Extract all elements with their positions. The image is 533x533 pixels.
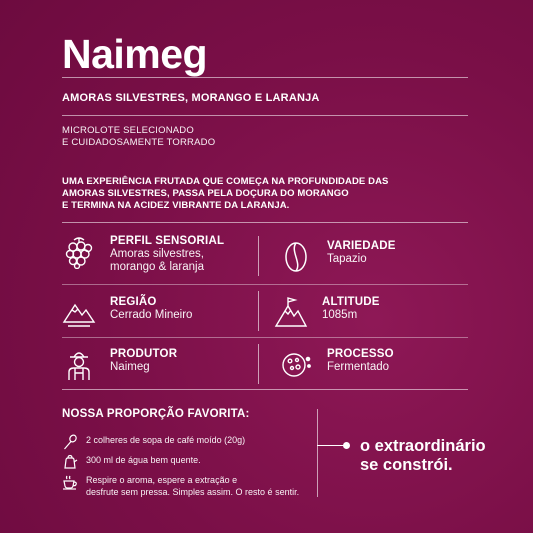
grid-row-divider [62,337,468,338]
step-item [62,454,201,470]
slogan-divider [317,409,318,497]
step-text: Respire o aroma, espere a extração e [86,475,238,485]
attribute-value: morango & laranja [110,261,204,273]
spoon-icon [62,434,78,450]
mountain-peak-icon [274,296,308,330]
grid-row-divider [62,284,468,285]
attribute-region [62,296,192,330]
attribute-variety [279,240,396,274]
step-item [62,474,299,498]
coffee-bean-icon [279,240,313,274]
step-item [62,434,245,450]
product-title: Naimeg [62,31,208,77]
fermentation-icon [279,348,313,382]
description-text [62,176,388,212]
attributes-bottom-divider [62,389,468,390]
attribute-value: Tapazio [327,253,367,265]
attribute-value: 1085m [322,309,358,321]
slogan-text [360,437,486,475]
attribute-value: Naimeg [110,361,150,373]
attribute-label: ALTITUDE [322,296,380,308]
slogan-connector-line [317,445,344,446]
attribute-value: Cerrado Mineiro [110,309,193,321]
attribute-value: Fermentado [327,361,390,373]
step-text: desfrute sem pressa. Simples assim. O resto é sentir. [86,487,300,497]
attribute-label: PERFIL SENSORIAL [110,235,225,247]
grid-column-divider [258,344,259,384]
microlot-text [62,125,215,149]
attribute-producer [62,348,177,382]
attribute-value: Amoras silvestres, [110,248,204,260]
microlot-line: MICROLOTE SELECIONADO [62,125,194,136]
attribute-label: VARIEDADE [327,240,396,252]
cup-icon [62,474,78,490]
farmer-icon [62,348,96,382]
attribute-altitude [274,296,380,330]
subtitle-divider [62,115,468,116]
microlot-line: E CUIDADOSAMENTE TORRADO [62,137,216,148]
kettle-icon [62,454,78,470]
description-line: UMA EXPERIÊNCIA FRUTADA QUE COMEÇA NA PROFUNDIDADE DAS [62,176,389,187]
attribute-label: REGIÃO [110,296,157,308]
description-line: AMORAS SILVESTRES, PASSA PELA DOÇURA DO MORANGO [62,188,349,199]
attributes-top-divider [62,222,468,223]
berry-icon [62,235,96,269]
description-line: E TERMINA NA ACIDEZ VIBRANTE DA LARANJA. [62,200,290,211]
step-text: 2 colheres de sopa de café moído (20g) [86,435,246,445]
grid-column-divider [258,236,259,276]
attribute-sensory-profile [62,235,224,274]
attribute-label: PROCESSO [327,348,394,360]
proportion-title: NOSSA PROPORÇÃO FAVORITA: [62,408,250,420]
attribute-process [279,348,394,382]
slogan-line: se constrói. [360,456,453,474]
title-divider [62,77,468,78]
step-text: 300 ml de água bem quente. [86,455,201,465]
grid-column-divider [258,291,259,331]
slogan-line: o extraordinário [360,437,486,455]
slogan-bullet-dot [343,442,350,449]
flavor-subtitle: AMORAS SILVESTRES, MORANGO E LARANJA [62,92,320,104]
mountains-icon [62,296,96,330]
attribute-label: PRODUTOR [110,348,178,360]
